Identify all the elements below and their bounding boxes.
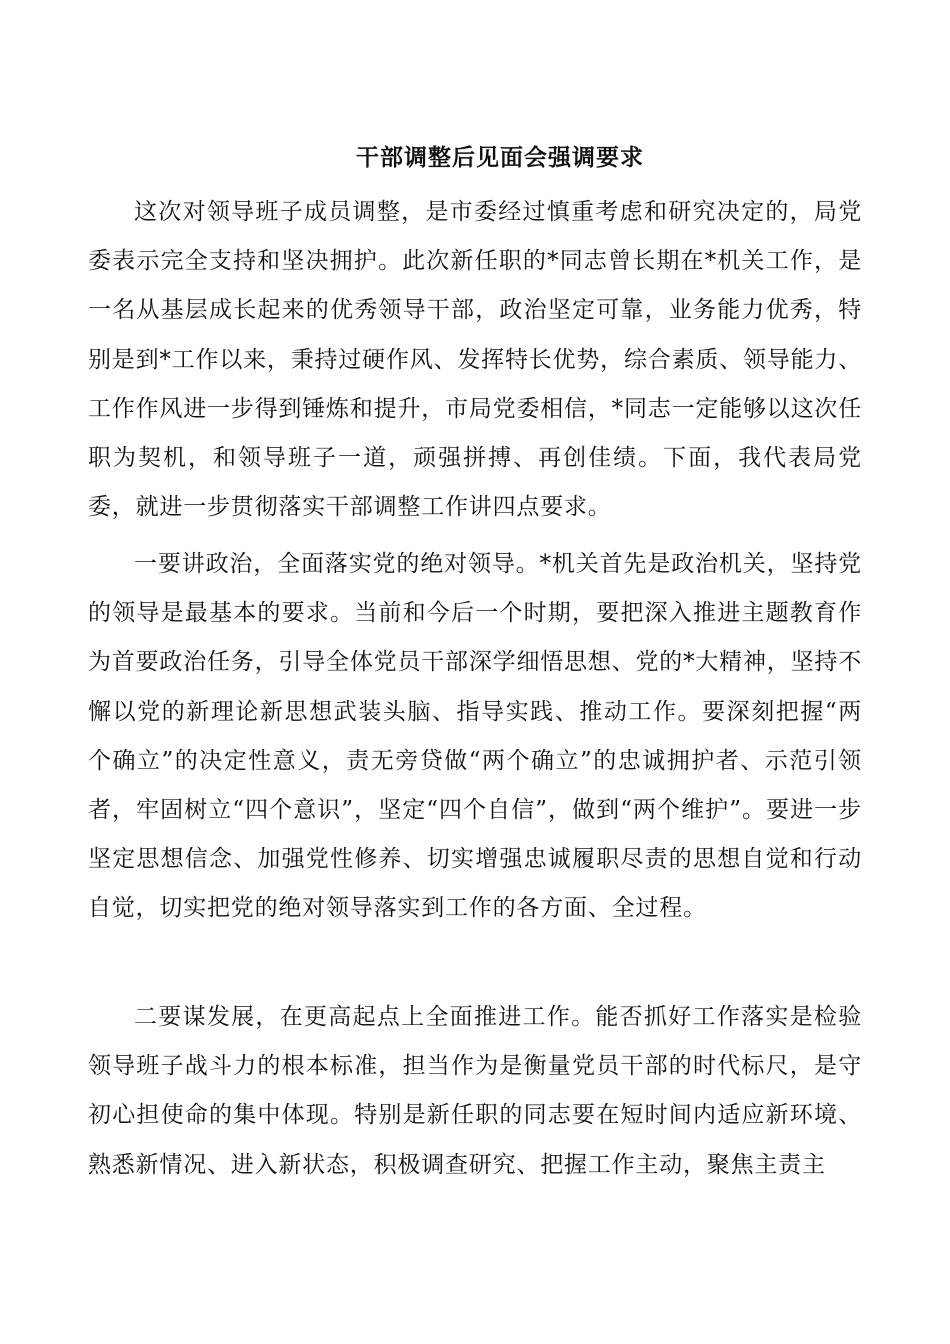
paragraph-requirement-development: 二要谋发展，在更高起点上全面推进工作。能否抓好工作落实是检验领导班子战斗力的根本标准，担当作为是衡量党员干部的时代标尺，是守初心担使命的集中体现。特别是新任职的同志要在短时间内适应新环境、熟悉新情况、进入新状态，积极调查研究、把握工作主动，聚焦主责主 — [88, 1004, 862, 1178]
paragraph-intro: 这次对领导班子成员调整，是市委经过慎重考虑和研究决定的，局党委表示完全支持和坚决拥护。此次新任职的*同志曾长期在*机关工作，是一名从基层成长起来的优秀领导干部，政治坚定可靠，业务能力优秀，特别是到*工作以来，秉持过硬作风、发挥特长优势，综合素质、领导能力、工作作风进一步得到锤炼和提升，市局党委相信，*同志一定能够以这次任职为契机，和领导班子一道，顽强拼搏、再创佳绩。下面，我代表局党委，就进一步贯彻落实干部调整工作讲四点要求。 — [88, 199, 862, 521]
document-title: 干部调整后见面会强调要求 — [356, 144, 644, 171]
paragraph-requirement-politics: 一要讲政治，全面落实党的绝对领导。*机关首先是政治机关，坚持党的领导是最基本的要求。当前和今后一个时期，要把深入推进主题教育作为首要政治任务，引导全体党员干部深学细悟思想、党的*大精神，坚持不懈以党的新理论新思想武装头脑、指导实践、推动工作。要深刻把握“两个确立”的决定性意义，责无旁贷做“两个确立”的忠诚拥护者、示范引领者，牢固树立“四个意识”，坚定“四个自信”，做到“两个维护”。要进一步坚定思想信念、加强党性修养、切实增强忠诚履职尽责的思想自觉和行动自觉，切实把党的绝对领导落实到工作的各方面、全过程。 — [88, 551, 862, 922]
